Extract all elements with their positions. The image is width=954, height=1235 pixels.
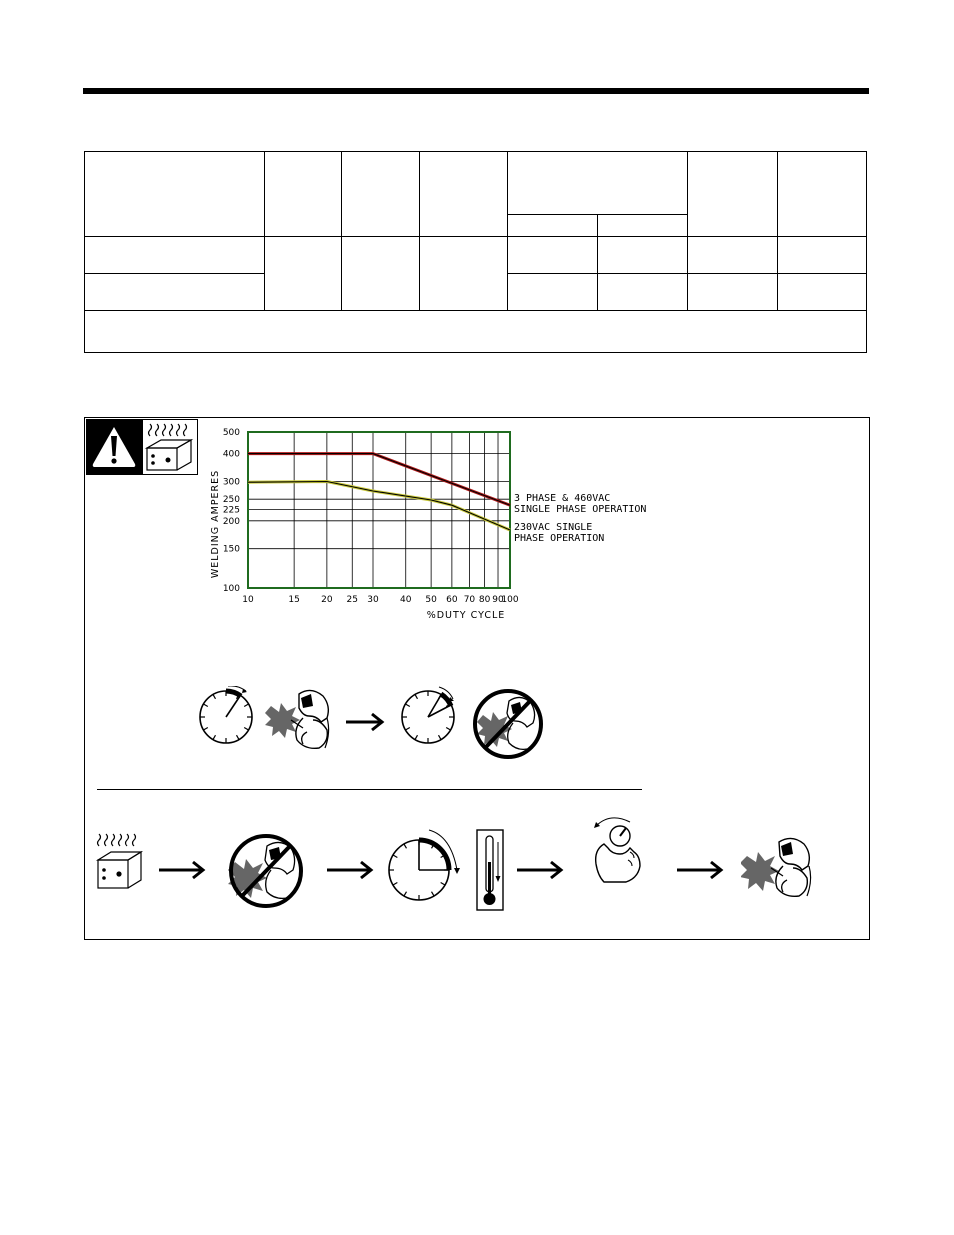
welder-icon xyxy=(741,830,817,904)
clock-icon xyxy=(195,686,257,748)
table-cell xyxy=(342,237,420,311)
arrow-right-icon xyxy=(344,712,386,732)
y-tick-label: 300 xyxy=(222,477,240,488)
arrow-right-icon xyxy=(157,860,207,880)
warning-icon xyxy=(86,419,142,475)
table-cell xyxy=(688,237,778,274)
table-cell xyxy=(508,274,598,311)
table-cell xyxy=(688,274,778,311)
table-cell xyxy=(778,274,867,311)
x-tick-label: 80 xyxy=(478,595,491,605)
table-cell xyxy=(85,237,265,274)
table-cell xyxy=(85,274,265,311)
table-cell xyxy=(420,237,508,311)
x-tick-label: 25 xyxy=(346,595,358,605)
x-axis-label: %DUTY CYCLE xyxy=(426,610,506,621)
x-tick-label: 10 xyxy=(242,595,254,605)
x-tick-label: 90 xyxy=(492,595,504,605)
table-cell xyxy=(598,237,688,274)
y-tick-label: 500 xyxy=(222,428,240,438)
spec-table xyxy=(84,151,867,353)
duty-cycle-panel xyxy=(84,417,870,940)
y-tick-label: 400 xyxy=(222,449,240,460)
arrow-right-icon xyxy=(515,860,565,880)
series-label-3-phase: 3 PHASE & 460VAC SINGLE PHASE OPERATION xyxy=(514,493,647,515)
y-axis-label: WELDING AMPERES xyxy=(210,469,221,579)
welder-icon xyxy=(263,684,335,756)
y-tick-label: 150 xyxy=(222,544,240,555)
table-header-cell xyxy=(688,152,778,237)
table-header-cell xyxy=(265,152,342,237)
hand-knob-icon xyxy=(588,808,644,884)
no-welding-icon xyxy=(471,687,545,761)
table-footnote-cell xyxy=(85,311,867,353)
x-tick-label: 30 xyxy=(367,595,379,605)
no-welding-icon xyxy=(227,832,305,910)
x-tick-label: 40 xyxy=(400,595,412,605)
table-header-cell xyxy=(85,152,265,237)
table-cell xyxy=(265,237,342,311)
y-tick-label: 250 xyxy=(222,495,240,506)
section-divider xyxy=(97,789,642,790)
hot-machine-icon xyxy=(95,830,145,892)
series-line-color xyxy=(248,454,510,506)
series-line-1 xyxy=(248,481,510,530)
x-tick-label: 20 xyxy=(321,595,333,605)
table-header-cell xyxy=(778,152,867,237)
series-line-color xyxy=(248,482,510,531)
table-header-cell xyxy=(508,152,688,215)
series-line-core xyxy=(248,482,510,531)
table-cell xyxy=(778,237,867,274)
series-line-core xyxy=(248,454,510,506)
series-line-0 xyxy=(248,454,510,506)
top-rule xyxy=(83,88,869,94)
table-header-cell xyxy=(342,152,420,237)
y-tick-label: 225 xyxy=(222,505,240,516)
table-cell xyxy=(598,274,688,311)
clock-icon xyxy=(383,824,465,906)
arrow-right-icon xyxy=(325,860,375,880)
x-tick-label: 50 xyxy=(425,595,437,605)
x-tick-label: 60 xyxy=(446,595,458,605)
y-tick-label: 100 xyxy=(222,584,240,594)
table-subheader-cell xyxy=(598,215,688,237)
table-subheader-cell xyxy=(508,215,598,237)
series-label-230vac: 230VAC SINGLE PHASE OPERATION xyxy=(514,522,605,544)
table-cell xyxy=(508,237,598,274)
arrow-right-icon xyxy=(675,860,725,880)
y-tick-label: 200 xyxy=(222,516,240,527)
hot-machine-icon xyxy=(142,419,198,475)
x-tick-label: 15 xyxy=(288,595,300,605)
clock-icon xyxy=(397,686,459,748)
thermometer-icon xyxy=(475,828,505,912)
x-tick-label: 100 xyxy=(501,595,519,605)
x-tick-label: 70 xyxy=(463,595,476,605)
table-header-cell xyxy=(420,152,508,237)
